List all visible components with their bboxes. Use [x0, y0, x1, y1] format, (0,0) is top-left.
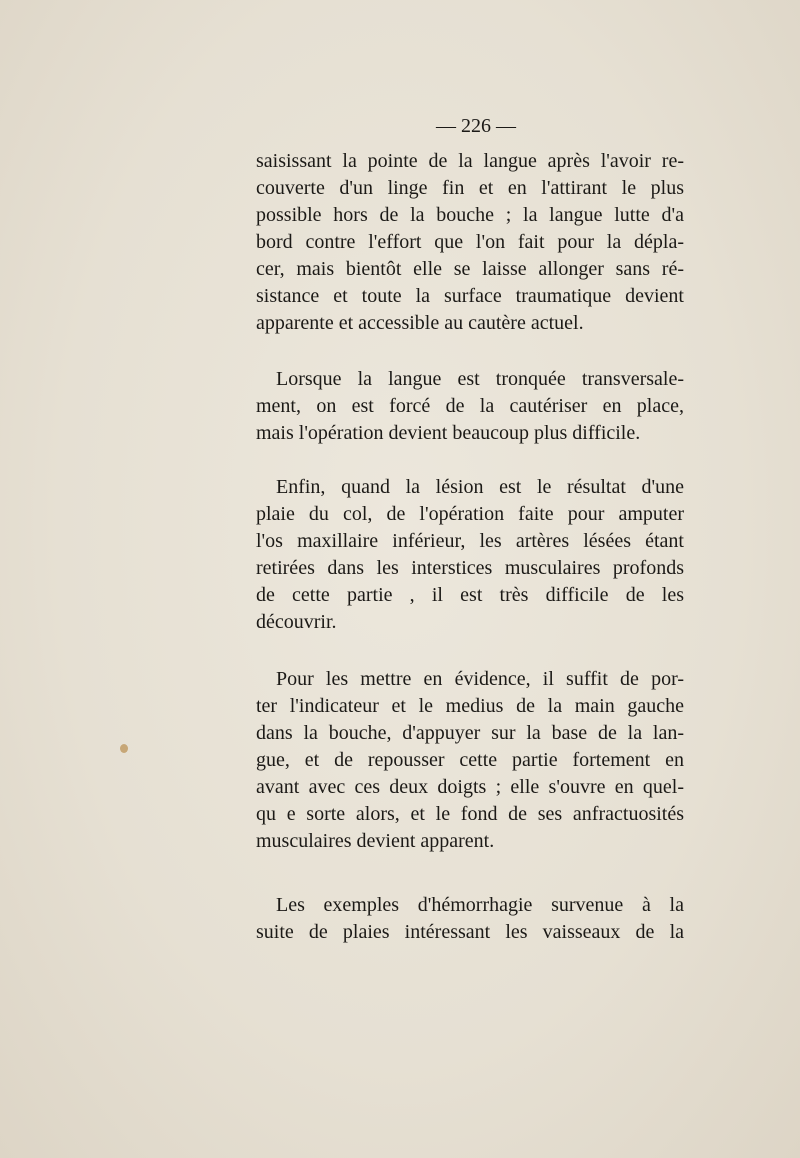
text-line: saisissant la pointe de la langue après l'avoir re- [256, 150, 684, 172]
text-line: Pour les mettre en évidence, il suffit de por- [276, 668, 684, 690]
text-line: Lorsque la langue est tronquée transversale- [276, 368, 684, 390]
text-line: suite de plaies intéressant les vaisseaux de la [256, 921, 684, 943]
text-line: Enfin, quand la lésion est le résultat d'une [276, 476, 684, 498]
text-line: ter l'indicateur et le medius de la main gauche [256, 695, 684, 717]
text-line: possible hors de la bouche ; la langue lutte d'a [256, 204, 684, 226]
text-line: qu e sorte alors, et le fond de ses anfractuosités [256, 803, 684, 825]
text-line: retirées dans les interstices musculaires profonds [256, 557, 684, 579]
paragraph-1 [256, 148, 684, 337]
paragraph-2 [256, 366, 684, 447]
paper-stain [120, 744, 128, 753]
text-line: Les exemples d'hémorrhagie survenue à la [276, 894, 684, 916]
text-line: mais l'opération devient beaucoup plus difficile. [256, 422, 641, 444]
text-line: plaie du col, de l'opération faite pour amputer [256, 503, 684, 525]
text-line: l'os maxillaire inférieur, les artères lésées étant [256, 530, 684, 552]
text-line: cer, mais bientôt elle se laisse allonger sans ré- [256, 258, 684, 280]
text-line: musculaires devient apparent. [256, 830, 495, 852]
text-line: ment, on est forcé de la cautériser en place, [256, 395, 684, 417]
text-line: avant avec ces deux doigts ; elle s'ouvre en quel- [256, 776, 684, 798]
paragraph-3 [256, 474, 684, 636]
paragraph-5 [256, 892, 684, 946]
text-line: gue, et de repousser cette partie fortement en [256, 749, 684, 771]
text-line: couverte d'un linge fin et en l'attirant le plus [256, 177, 684, 199]
text-line: bord contre l'effort que l'on fait pour la dépla- [256, 231, 684, 253]
page-number: — 226 — [436, 115, 516, 137]
text-line: découvrir. [256, 611, 337, 633]
text-line: sistance et toute la surface traumatique devient [256, 285, 684, 307]
text-line: dans la bouche, d'appuyer sur la base de la lan- [256, 722, 684, 744]
text-line: de cette partie , il est très difficile de les [256, 584, 684, 606]
paragraph-4 [256, 666, 684, 855]
text-line: apparente et accessible au cautère actuel. [256, 312, 584, 334]
